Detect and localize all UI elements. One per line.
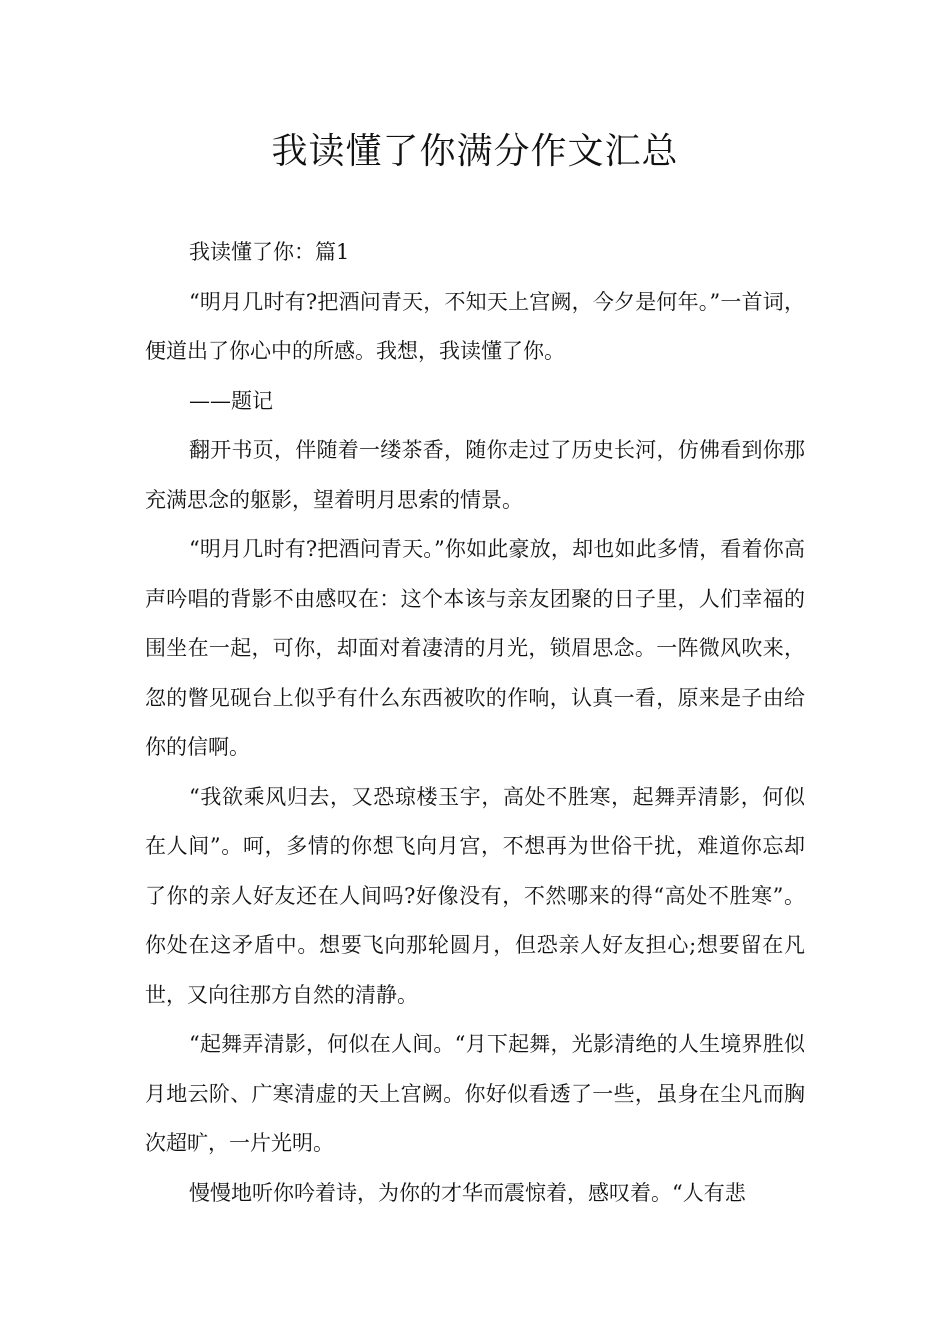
- paragraph-ride-wind: “我欲乘风归去，又恐琼楼玉宇，高处不胜寒，起舞弄清影，何似在人间”。呵，多情的你想飞向月宫，不想再为世俗干扰，难道你忘却了你的亲人好友还在人间吗?好像没有，不然哪来的得“高处不胜寒”。你处在这矛盾中。想要飞向那轮圆月，但恐亲人好友担心;想要留在凡世，又向往那方自然的清静。: [145, 784, 805, 1007]
- paragraph-listening: 慢慢地听你吟着诗，为你的才华而震惊着，感叹着。“人有悲: [189, 1180, 746, 1205]
- paragraph-moon-question: “明月几时有?把酒问青天。”你如此豪放，却也如此多情，看着你高声吟唱的背影不由感叹在：这个本该与亲友团聚的日子里，人们幸福的围坐在一起，可你，却面对着凄清的月光，锁眉思念。一阵微风吹来，忽的瞥见砚台上似乎有什么东西被吹的作响，认真一看，原来是子由给你的信啊。: [145, 537, 805, 759]
- paragraph-reading: 翻开书页，伴随着一缕茶香，随你走过了历史长河，仿佛看到你那充满思念的躯影，望着明月思索的情景。: [145, 438, 805, 512]
- document-title: 我读懂了你满分作文汇总: [271, 131, 679, 172]
- paragraph-quote-intro: “明月几时有?把酒问青天，不知天上宫阙，今夕是何年。”一首词，便道出了你心中的所感。我想，我读懂了你。: [145, 289, 805, 363]
- paragraph-epigraph-label: ——题记: [189, 388, 273, 413]
- document-body: [145, 228, 805, 1218]
- paragraph-dance-shadow: “起舞弄清影，何似在人间。“月下起舞，光影清绝的人生境界胜似月地云阶、广寒清虚的天上宫阙。你好似看透了一些，虽身在尘凡而胸次超旷，一片光明。: [145, 1032, 805, 1155]
- paragraph-subtitle: 我读懂了你：篇1: [189, 240, 350, 264]
